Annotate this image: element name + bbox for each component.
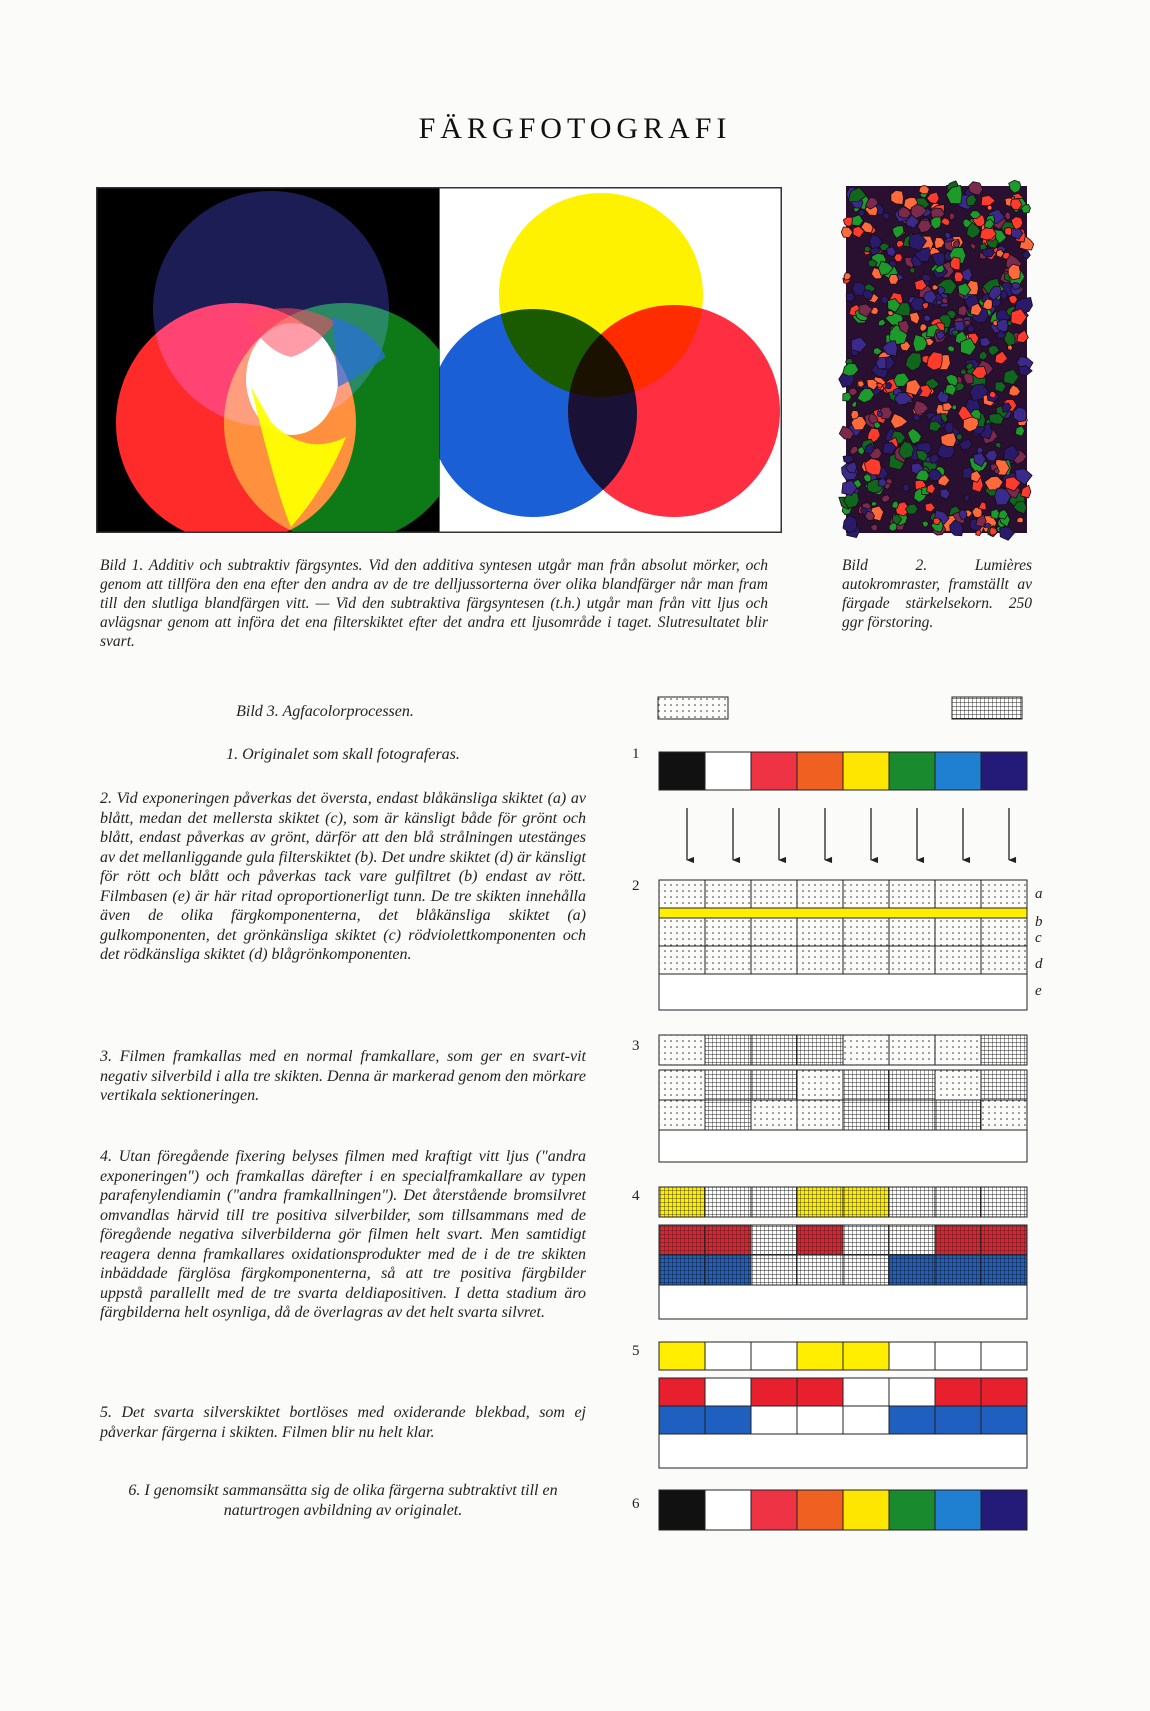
row3-layer-a-cell: [935, 1035, 981, 1065]
row5-yellow-layer-cell: [705, 1342, 751, 1370]
layer-c-cell: [751, 918, 797, 946]
row3-film-base: [659, 1130, 1027, 1162]
row5-red-layer-cell: [797, 1378, 843, 1406]
row3-layer-d-cell: [935, 1100, 981, 1130]
row3-layer-c-cell: [935, 1070, 981, 1100]
raster-grain: [994, 468, 999, 474]
row3-layer-a-cell: [981, 1035, 1027, 1065]
raster-grain: [902, 484, 909, 491]
raster-grain: [843, 217, 852, 226]
layer-d-cell: [797, 946, 843, 974]
layer-a-cell: [981, 880, 1027, 908]
row3-layer-c-cell: [889, 1070, 935, 1100]
row5-blue-layer-cell: [705, 1406, 751, 1434]
layer-c-cell: [659, 918, 705, 946]
result-color-cell: [889, 1490, 935, 1530]
row5-yellow-layer-cell: [889, 1342, 935, 1370]
row5-red-layer-cell: [981, 1378, 1027, 1406]
row4-yellow-layer-cell: [659, 1187, 705, 1217]
layer-a-cell: [843, 880, 889, 908]
row5-red-layer-cell: [751, 1378, 797, 1406]
raster-grain: [1005, 212, 1011, 220]
result-color-cell: [659, 1490, 705, 1530]
row3-layer-d-cell: [705, 1100, 751, 1130]
layer-a-cell: [935, 880, 981, 908]
row5-yellow-layer-cell: [751, 1342, 797, 1370]
row5-red-layer-cell: [935, 1378, 981, 1406]
row4-red-layer-cell: [843, 1225, 889, 1255]
raster-grain: [952, 405, 957, 410]
row4-yellow-layer-cell: [843, 1187, 889, 1217]
row3-layer-c-cell: [705, 1070, 751, 1100]
step-2-text: 2. Vid exponeringen påverkas det översta, endast blåkänsliga skiktet (a) av blått, medan det mellersta skiktet (c), som är känsligt både för grönt och blått, endast påverkas av grönt, därför att den blå strålningen utestänges av det mellanliggande gula filterskiktet (b). Det undre skiktet (d) är känsligt för rött och blått och påverkas tack vare gulfiltret (b) endast av rött. Filmbasen (e) är här ritad oproportionerligt tunn. De tre skikten innehålla även de olika färgkomponenterna, det blåkänsliga skiktet (a) gulkomponenten, det grönkänsliga skiktet (c) rödviolettkomponenten och det rödkänsliga skiktet (d) blågrönkomponenten.: [100, 790, 586, 963]
raster-grain: [1022, 251, 1030, 259]
layer-c-cell: [705, 918, 751, 946]
step-4-text: 4. Utan föregående fixering belyses filmen med kraftigt vitt ljus ("andra exponeringen") och framkallas därefter i en specialframkallare av typen parafenylendiamin ("andra framkallningen"). Det återstående bromsilvret omvandlas härvid till tre positiva silverbilder, som tillsammans med de föregående negativa silverbilderna gör filmen helt svart. Men samtidigt reagera denna framkallares oxidationsprodukter med de i de tre skikten inbäddade färglösa färgkomponenterna, så att tre positiva färgbilder uppstå parallellt med de tre svarta deldiapositiven. I detta stadium äro färgbilderna helt osynliga, då de överlagras av det helt svarta silvret.: [100, 1148, 586, 1321]
row5-red-layer-cell: [705, 1378, 751, 1406]
raster-grain: [1001, 291, 1008, 299]
raster-grain: [953, 241, 959, 248]
layer-label-b: b: [1035, 914, 1043, 930]
original-color-cell: [889, 752, 935, 790]
step-1-text: 1. Originalet som skall fotograferas.: [226, 746, 460, 763]
row3-layer-d-cell: [797, 1100, 843, 1130]
row5-blue-layer-cell: [751, 1406, 797, 1434]
row5-red-layer-cell: [659, 1378, 705, 1406]
row5-blue-layer-cell: [981, 1406, 1027, 1434]
row5-yellow-layer-cell: [843, 1342, 889, 1370]
layer-d-cell: [889, 946, 935, 974]
layer-label-c: c: [1035, 930, 1042, 946]
row3-layer-d-cell: [889, 1100, 935, 1130]
row4-red-layer-cell: [981, 1225, 1027, 1255]
raster-grain: [843, 515, 857, 532]
row-number-6: 6: [632, 1496, 640, 1512]
row4-yellow-layer-cell: [797, 1187, 843, 1217]
layer-a-cell: [659, 880, 705, 908]
row3-layer-c-cell: [843, 1070, 889, 1100]
row-number-3: 3: [632, 1038, 640, 1054]
row4-yellow-layer-cell: [751, 1187, 797, 1217]
row5-film-base: [659, 1434, 1027, 1468]
row5-yellow-layer-cell: [659, 1342, 705, 1370]
layer-c-cell: [843, 918, 889, 946]
row4-blue-layer-cell: [797, 1255, 843, 1285]
autochrome-raster-image: [846, 186, 1027, 533]
bild2-caption: Bild 2. Lumières autokromraster, framställt av färgade stärkelsekorn. 250 ggr förstoring.: [842, 557, 1032, 631]
layer-e-base: [659, 974, 1027, 1010]
row3-layer-a-cell: [659, 1035, 705, 1065]
row5-yellow-layer-cell: [981, 1342, 1027, 1370]
row-number-5: 5: [632, 1343, 640, 1359]
layer-d-cell: [705, 946, 751, 974]
raster-grain: [1017, 517, 1024, 523]
row5-red-layer-cell: [843, 1378, 889, 1406]
row4-red-layer-cell: [659, 1225, 705, 1255]
raster-grain: [889, 275, 899, 285]
original-color-cell: [981, 752, 1027, 790]
row3-layer-c-cell: [981, 1070, 1027, 1100]
row5-blue-layer-cell: [889, 1406, 935, 1434]
row4-yellow-layer-cell: [981, 1187, 1027, 1217]
row4-blue-layer-cell: [935, 1255, 981, 1285]
layer-c-cell: [935, 918, 981, 946]
additive-synthesis: [96, 187, 464, 543]
result-color-cell: [705, 1490, 751, 1530]
result-color-cell: [797, 1490, 843, 1530]
page-title: FÄRGFOTOGRAFI: [418, 112, 732, 145]
subtractive-magenta-circle: [568, 305, 780, 517]
layer-label-a: a: [1035, 886, 1043, 902]
row3-layer-a-cell: [889, 1035, 935, 1065]
result-color-cell: [981, 1490, 1027, 1530]
row3-layer-d-cell: [659, 1100, 705, 1130]
layer-d-cell: [751, 946, 797, 974]
layer-a-cell: [889, 880, 935, 908]
original-color-cell: [705, 752, 751, 790]
row5-blue-layer-cell: [935, 1406, 981, 1434]
row4-yellow-layer-cell: [935, 1187, 981, 1217]
layer-a-cell: [705, 880, 751, 908]
original-color-cell: [935, 752, 981, 790]
row3-layer-d-cell: [981, 1100, 1027, 1130]
row4-yellow-layer-cell: [705, 1187, 751, 1217]
color-synthesis-figure: [96, 187, 782, 533]
row4-yellow-layer-cell: [889, 1187, 935, 1217]
row4-red-layer-cell: [751, 1225, 797, 1255]
layer-c-cell: [981, 918, 1027, 946]
raster-grain: [891, 190, 904, 204]
row3-layer-c-cell: [659, 1070, 705, 1100]
layer-b-yellow-filter: [659, 908, 1027, 918]
row-number-1: 1: [632, 746, 640, 762]
layer-d-cell: [981, 946, 1027, 974]
step-6-text: 6. I genomsikt sammansätta sig de olika färgerna subtraktivt till en naturtrogen avbildning av originalet.: [128, 1482, 558, 1519]
layer-label-e: e: [1035, 983, 1042, 999]
row-number-4: 4: [632, 1188, 640, 1204]
step-3-text: 3. Filmen framkallas med en normal framkallare, som ger en svart-vit negativ silverbild i alla tre skikten. Denna är markerad genom den mörkare vertikala sektioneringen.: [100, 1048, 586, 1104]
row3-layer-c-cell: [797, 1070, 843, 1100]
original-color-cell: [659, 752, 705, 790]
step-5-text: 5. Det svarta silverskiktet bortlöses med oxiderande blekbad, som ej påverkar färgerna i skikten. Filmen blir nu helt klar.: [100, 1404, 586, 1441]
row5-blue-layer-cell: [843, 1406, 889, 1434]
result-color-cell: [751, 1490, 797, 1530]
row3-layer-a-cell: [843, 1035, 889, 1065]
row4-blue-layer-cell: [981, 1255, 1027, 1285]
raster-grain: [950, 213, 956, 220]
row-number-2: 2: [632, 878, 640, 894]
row4-red-layer-cell: [935, 1225, 981, 1255]
layer-a-cell: [797, 880, 843, 908]
row4-blue-layer-cell: [843, 1255, 889, 1285]
row5-blue-layer-cell: [659, 1406, 705, 1434]
layer-d-cell: [935, 946, 981, 974]
original-color-cell: [751, 752, 797, 790]
row5-red-layer-cell: [889, 1378, 935, 1406]
row4-blue-layer-cell: [751, 1255, 797, 1285]
original-color-cell: [843, 752, 889, 790]
agfacolor-process-diagram: [620, 690, 1043, 1550]
result-color-cell: [843, 1490, 889, 1530]
bild3-caption: Bild 3. Agfacolorprocessen.: [236, 703, 414, 720]
bild1-caption: Bild 1. Additiv och subtraktiv färgsyntes. Vid den additiva syntesen utgår man från absolut mörker, och genom att tillföra den ena efter den andra av de tre delljussorterna över olika blandfärger når man fram till den slutliga blandfärgen vitt. — Vid den subtraktiva färgsyntesen (t.h.) utgår man från vitt ljus och avlägsnar genom att införa det ena filterskiktet efter det andra ett ljusområde i taget. Slutresultatet blir svart.: [100, 557, 768, 650]
layer-label-d: d: [1035, 956, 1043, 972]
raster-grain: [889, 523, 897, 531]
row4-red-layer-cell: [889, 1225, 935, 1255]
row3-layer-a-cell: [751, 1035, 797, 1065]
layer-c-cell: [889, 918, 935, 946]
original-color-cell: [797, 752, 843, 790]
subtractive-synthesis: [429, 187, 782, 533]
raster-grain: [919, 186, 930, 194]
layer-a-cell: [751, 880, 797, 908]
row4-blue-layer-cell: [889, 1255, 935, 1285]
layer-d-cell: [659, 946, 705, 974]
row5-blue-layer-cell: [797, 1406, 843, 1434]
legend-dotted-swatch: [658, 697, 728, 719]
row5-yellow-layer-cell: [797, 1342, 843, 1370]
row4-film-base: [659, 1285, 1027, 1319]
raster-grain: [987, 205, 992, 210]
row3-layer-a-cell: [797, 1035, 843, 1065]
row3-layer-a-cell: [705, 1035, 751, 1065]
legend-grid-swatch: [952, 697, 1022, 719]
row4-red-layer-cell: [797, 1225, 843, 1255]
layer-d-cell: [843, 946, 889, 974]
raster-grain: [910, 268, 915, 273]
layer-c-cell: [797, 918, 843, 946]
raster-grain: [846, 292, 854, 301]
row3-layer-d-cell: [843, 1100, 889, 1130]
row4-blue-layer-cell: [659, 1255, 705, 1285]
row5-yellow-layer-cell: [935, 1342, 981, 1370]
row4-red-layer-cell: [705, 1225, 751, 1255]
row3-layer-c-cell: [751, 1070, 797, 1100]
row3-layer-d-cell: [751, 1100, 797, 1130]
result-color-cell: [935, 1490, 981, 1530]
row4-blue-layer-cell: [705, 1255, 751, 1285]
raster-grain: [956, 434, 962, 441]
